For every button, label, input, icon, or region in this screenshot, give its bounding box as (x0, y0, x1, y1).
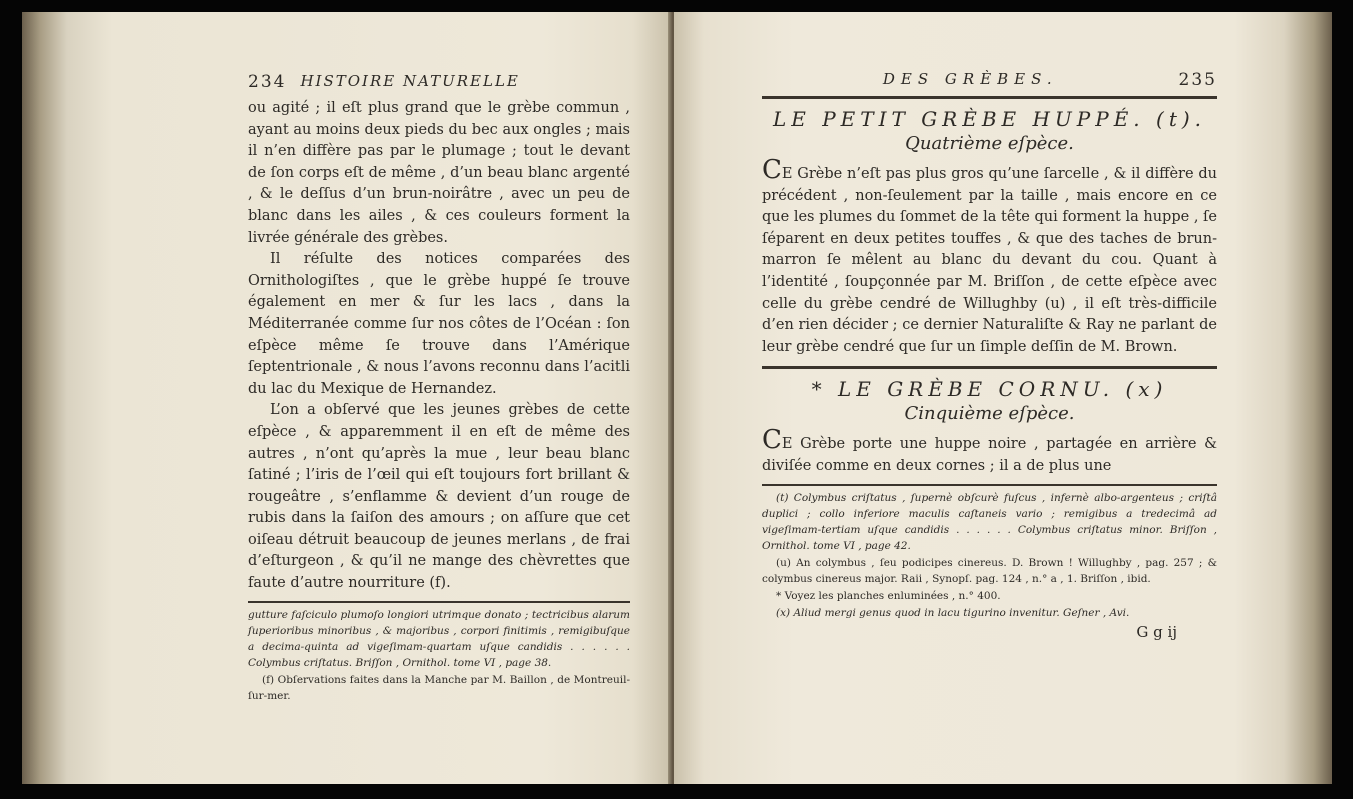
right-footnote-t: (t) Colymbus criſtatus , ſupernè obſcurè fuſcus , infernè albo-argenteus ; criſtâ duplici ; collo inferiore maculis caſtaneis vario ; remigibus a tredecimâ ad vigeſimam-tertiam uſque candidis . . . . . . Colymbus criſtatus minor. Briſſon , Ornithol. tome VI , page 42. (762, 491, 1217, 552)
head-rule (762, 96, 1217, 99)
right-page-text (762, 70, 1217, 641)
right-footnotes (762, 490, 1217, 621)
section1-text: E Grèbe n’eſt pas plus gros qu’une ſarcelle , & il diffère du précédent , non-ſeulement par la taille , mais encore en ce que les plumes du ſommet de la tête qui forment la huppe , ſe ſéparent en deux petites touffes , & que des taches de brun-marron ſe mêlent au blanc du devant du cou. Quant à l’identité , ſoupçonnée par M. Briſſon , de cette eſpèce avec celle du grèbe cendré de Willughby (u) , il eſt très-difficile d’en rien décider ; ce dernier Naturaliſte & Ray ne parlant de leur grèbe cendré que ſur un ſimple deſſin de M. Brown. (762, 166, 1217, 355)
section-body-petit-grebe (762, 155, 1217, 358)
dropcap-c: C (762, 155, 782, 185)
section-title-petit-grebe: LE PETIT GRÈBE HUPPÉ. (t). (772, 107, 1207, 131)
left-page-number: 234 (248, 72, 287, 92)
right-footnote-x: (x) Aliud mergi genus quod in lacu tigurino invenitur. Geſner , Avi. (776, 606, 1130, 619)
left-footnote-2: (f) Obſervations faites dans la Manche par M. Baillon , de Montreuil-ſur-mer. (248, 673, 630, 702)
left-paragraph-1: ou agité ; il eſt plus grand que le grèbe commun , ayant au moins deux pieds du bec aux ongles ; mais il n’en diffère pas par le plumage ; tout le devant de ſon corps eſt de même , d’un beau blanc argenté , & le deſſus d’un brun-noirâtre , avec un peu de blanc dans les ailes , & ces couleurs forment la livrée générale des grèbes. (248, 100, 630, 246)
left-body (248, 98, 630, 595)
section-divider (762, 366, 1217, 369)
left-page-text (248, 72, 630, 705)
section-subtitle-cinquieme: Cinquième eſpèce. (904, 403, 1075, 425)
left-running-head (248, 72, 630, 92)
right-page-number: 235 (1178, 70, 1217, 90)
right-page (674, 12, 1332, 784)
right-footnote-rule (762, 484, 1217, 486)
section-body-grebe-cornu (762, 425, 1217, 477)
signature-mark: G g ij (1136, 622, 1177, 641)
right-footnote-u: (u) An colymbus , ſeu podicipes cinereus. D. Brown ! Willughby , pag. 257 ; & colymbus cinereus major. Raii , Synopſ. pag. 124 , n.° a , 1. Briſſon , ibid. (762, 556, 1217, 585)
section-subtitle-quatrieme: Quatrième eſpèce. (905, 133, 1074, 154)
left-footnotes (248, 607, 630, 704)
section-title-grebe-cornu: * LE GRÈBE CORNU. (x) (811, 377, 1168, 402)
right-footnote-star: * Voyez les planches enluminées , n.° 400. (776, 589, 1001, 602)
section2-text: E Grèbe porte une huppe noire , partagée en arrière & diviſée comme en deux cornes ; il a de plus une (762, 436, 1217, 474)
dropcap-c-2: C (762, 425, 782, 456)
right-running-head (762, 70, 1217, 90)
footnote-rule (248, 601, 630, 603)
left-paragraph-2: Il réſulte des notices comparées des Ornithologiſtes , que le grèbe huppé ſe trouve également en mer & ſur les lacs , dans la Méditerranée comme ſur nos côtes de l’Océan : ſon eſpèce même ſe trouve dans l’Amérique ſeptentrionale , & nous l’avons reconnu dans l’acitli du lac du Mexique de Hernandez. (248, 251, 630, 397)
book-spread (22, 12, 1332, 784)
left-paragraph-3: L’on a obſervé que les jeunes grèbes de cette eſpèce , & apparemment il en eſt de même des autres , n’ont qu’après la mue , leur beau blanc ſatiné ; l’iris de l’œil qui eſt toujours fort brillant & rougeâtre , s’enflamme & devient d’un rouge de rubis dans la ſaiſon des amours ; on aſſure que cet oiſeau détruit beaucoup de jeunes merlans , de frai d’eſturgeon , & qu’il ne mange des chèvrettes que faute d’autre nourriture (f). (248, 402, 630, 592)
left-page (22, 12, 672, 784)
left-footnote-1: gutture faſciculo plumoſo longiori utrimque donato ; tectricibus alarum ſuperioribus minoribus , & majoribus , corpori finitimis , remigibuſque a decima-quinta ad vigeſimam-quartam uſque candidis . . . . . . Colymbus criſtatus. Briſſon , Ornithol. tome VI , page 38. (248, 608, 630, 669)
left-head-title: HISTOIRE NATURELLE (300, 72, 520, 90)
right-head-title: DES GRÈBES. (882, 70, 1058, 88)
